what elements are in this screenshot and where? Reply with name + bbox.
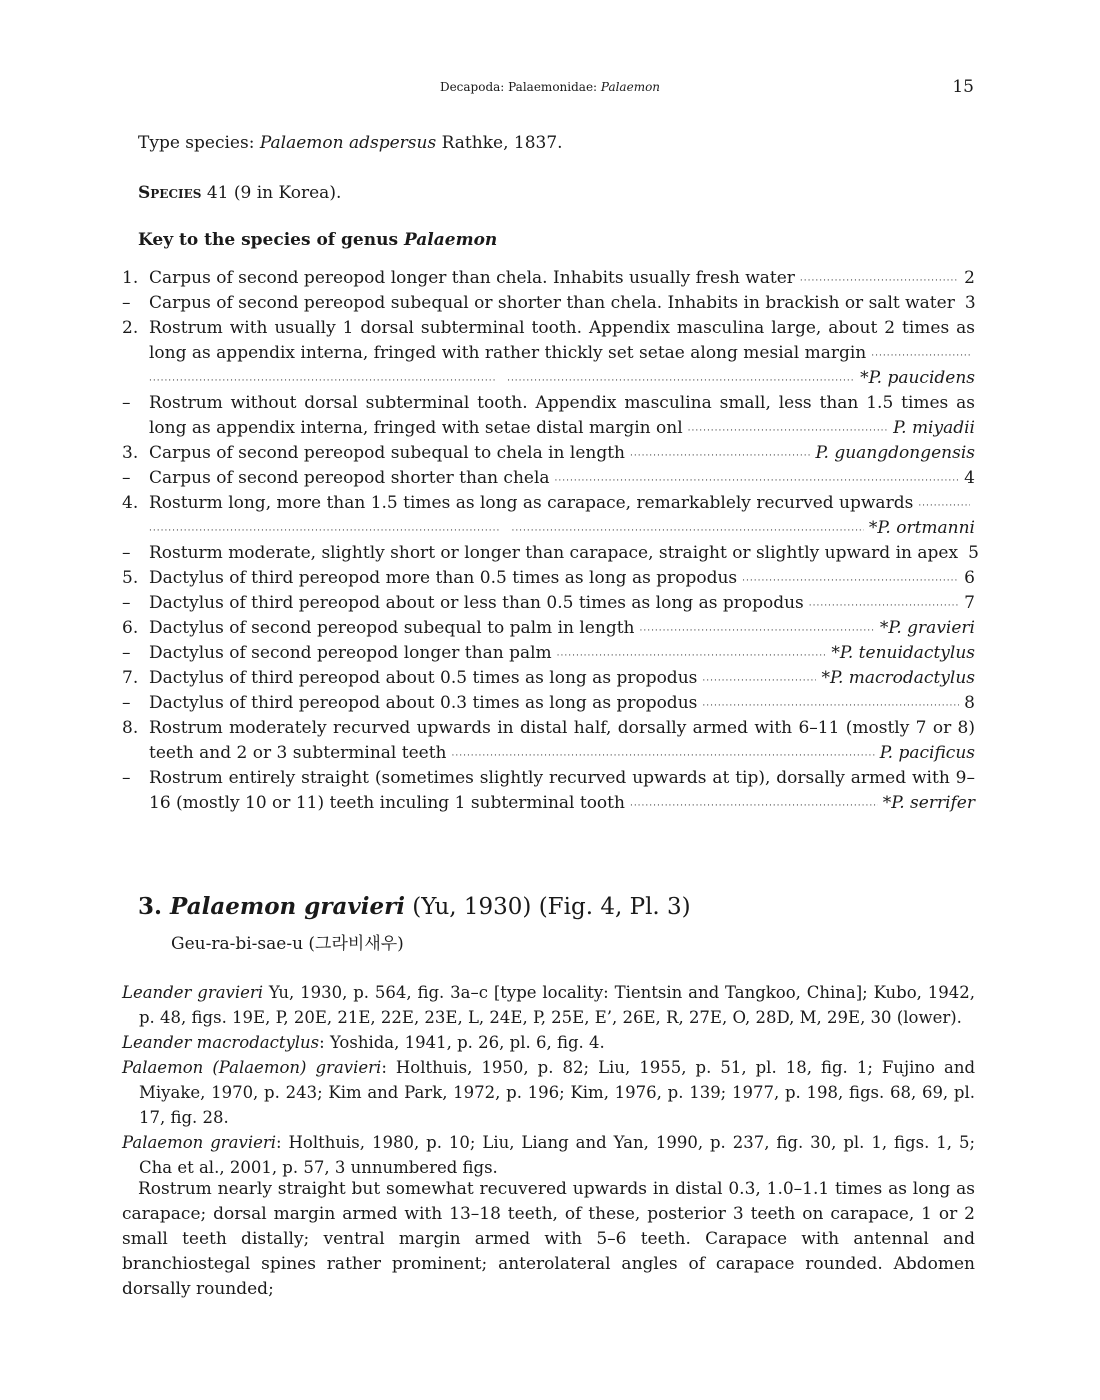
key-couplet-number: – [122, 693, 131, 713]
key-line [122, 666, 975, 691]
leader-dots [630, 794, 878, 819]
key-couplet-number: 5. [122, 568, 139, 588]
common-name: Geu-ra-bi-sae-u (그라비새우) [171, 934, 404, 954]
key-text: Rostrum without dorsal subterminal tooth. Appendix masculina small, less than 1.5 times as [149, 393, 975, 413]
key-couplet-number: – [122, 468, 131, 488]
key-result: 6 [964, 568, 975, 588]
identification-key [122, 266, 979, 816]
key-text: Carpus of second pereopod subequal or shorter than chela. Inhabits in brackish or salt water [149, 293, 955, 313]
key-title: Key to the species of genus Palaemon [138, 230, 498, 250]
key-couplet-number: 2. [122, 318, 139, 338]
key-line [122, 491, 975, 516]
key-couplet-number: 8. [122, 718, 139, 738]
key-text: teeth and 2 or 3 subterminal teeth [149, 743, 447, 763]
key-line [122, 366, 975, 391]
key-line [122, 791, 975, 816]
key-text: Rostrum moderately recurved upwards in distal half, dorsally armed with 6–11 (mostly 7 or 8) [149, 718, 975, 738]
key-line [122, 291, 975, 316]
key-line [122, 441, 975, 466]
key-text: Dactylus of second pereopod longer than palm [149, 643, 552, 663]
synonymy-list [122, 980, 975, 1180]
key-line [122, 616, 975, 641]
key-result: 2 [964, 268, 975, 288]
key-line [122, 766, 975, 791]
key-line [122, 316, 975, 341]
synonym-citation: : Holthuis, 1950, p. 82; Liu, 1955, p. 51, pl. 18, fig. 1; Fujino and Miyake, 1970, p. 243; Kim and Park, 1972, p. 196; Kim, 1976, p. 139; 1977, p. 198, figs. 68, 69, pl. 17, fig. 28. [139, 1058, 976, 1127]
description-paragraph: Rostrum nearly straight but somewhat recuvered upwards in distal 0.3, 1.0–1.1 times as long as carapace; dorsal margin armed with 13–18 teeth, of these, posterior 3 teeth on carapace, 1 or 2 small teeth distally; ventral margin armed with 5–6 teeth. Carapace with antennal and branchiostegal spines rather prominent; anterolateral angles of carapace rounded. Abdomen dorsally rounded; [122, 1179, 975, 1299]
key-couplet-number: 1. [122, 268, 139, 288]
key-result: *P. tenuidactylus [831, 643, 975, 663]
key-couplet-number: – [122, 293, 131, 313]
key-result: *P. ortmanni [868, 518, 975, 538]
synonym-name: Leander macrodactylus [122, 1033, 320, 1052]
key-text: Rostrum entirely straight (sometimes slightly recurved upwards at tip), dorsally armed with 9– [149, 768, 975, 788]
key-couplet-number: – [122, 593, 131, 613]
synonymy-entry [122, 1055, 975, 1130]
key-text: Carpus of second pereopod longer than chela. Inhabits usually fresh water [149, 268, 795, 288]
key-text: Dactylus of second pereopod subequal to palm in length [149, 618, 635, 638]
key-result: *P. gravieri [879, 618, 975, 638]
key-text: Rosturm moderate, slightly short or longer than carapace, straight or slightly upward in apex [149, 543, 959, 563]
key-line [122, 266, 975, 291]
key-result: P. pacificus [879, 743, 975, 763]
key-result: 5 [968, 543, 979, 563]
running-head: Decapoda: Palaemonidae: Palaemon [439, 80, 661, 94]
synonymy-entry [122, 1130, 975, 1180]
key-text: Dactylus of third pereopod about or less than 0.5 times as long as propodus [149, 593, 804, 613]
species-label: Species [138, 183, 202, 203]
key-result: P. miyadii [893, 418, 975, 438]
key-couplet-number: 3. [122, 443, 139, 463]
key-text: Dactylus of third pereopod about 0.3 times as long as propodus [149, 693, 698, 713]
key-line [122, 541, 979, 566]
key-result: 8 [964, 693, 975, 713]
synonymy-entry [122, 1030, 975, 1055]
species-heading-name: Palaemon gravieri [170, 893, 405, 920]
key-couplet-number: 6. [122, 618, 139, 638]
key-line [122, 391, 975, 416]
key-text: Carpus of second pereopod shorter than chela [149, 468, 550, 488]
page-header [0, 77, 1100, 97]
key-text: Dactylus of third pereopod more than 0.5 times as long as propodus [149, 568, 738, 588]
synonym-citation: : Holthuis, 1980, p. 10; Liu, Liang and Yan, 1990, p. 237, fig. 30, pl. 1, figs. 1, 5; Cha et al., 2001, p. 57, 3 unnumbered figs. [139, 1133, 976, 1177]
key-line [122, 341, 975, 366]
key-result: P. guangdongensis [815, 443, 975, 463]
key-couplet-number: – [122, 393, 131, 413]
key-line [122, 416, 975, 441]
key-line [122, 716, 975, 741]
key-line [122, 466, 975, 491]
key-title-genus: Palaemon [403, 230, 498, 250]
key-line [122, 691, 975, 716]
page-number: 15 [952, 77, 974, 97]
key-result: 4 [964, 468, 975, 488]
synonym-name: Leander gravieri [122, 983, 264, 1002]
type-species-name: Palaemon adspersus [259, 133, 437, 153]
key-couplet-number: – [122, 543, 131, 563]
key-text: Carpus of second pereopod subequal to chela in length [149, 443, 625, 463]
key-text: long as appendix interna, fringed with setae distal margin onl [149, 418, 683, 438]
key-text: 16 (mostly 10 or 11) teeth inculing 1 subterminal tooth [149, 793, 625, 813]
key-result: *P. macrodactylus [821, 668, 975, 688]
running-head-genus: Palaemon [600, 80, 661, 94]
key-line [122, 566, 975, 591]
key-text: Rosturm long, more than 1.5 times as long as carapace, remarkablely recurved upwards [149, 493, 914, 513]
species-count: Species 41 (9 in Korea). [138, 183, 342, 203]
key-line [122, 591, 975, 616]
key-text: Rostrum with usually 1 dorsal subterminal tooth. Appendix masculina large, about 2 times as [149, 318, 975, 338]
synonym-citation: : Yoshida, 1941, p. 26, pl. 6, fig. 4. [319, 1033, 605, 1052]
type-species: Type species: Palaemon adspersus Rathke, 1837. [138, 133, 563, 153]
synonym-name: Palaemon (Palaemon) gravieri [122, 1058, 382, 1077]
key-result: *P. serrifer [882, 793, 975, 813]
key-result: 3 [964, 293, 976, 313]
key-couplet-number: – [122, 643, 131, 663]
key-couplet-number: – [122, 768, 131, 788]
key-line [122, 516, 975, 541]
synonymy-entry [122, 980, 975, 1030]
key-line [122, 641, 975, 666]
key-couplet-number: 4. [122, 493, 139, 513]
key-text: long as appendix interna, fringed with rather thickly set setae along mesial margin [149, 343, 867, 363]
key-line [122, 741, 975, 766]
species-heading: 3. Palaemon gravieri (Yu, 1930) (Fig. 4, Pl. 3) [138, 893, 691, 920]
key-couplet-number: 7. [122, 668, 139, 688]
synonym-citation: Yu, 1930, p. 564, fig. 3a–c [type locality: Tientsin and Tangkoo, China]; Kubo, 1942, p. 48, figs. 19E, P, 20E, 21E, 22E, 23E, L, 24E, P, 25E, E’, 26E, R, 27E, O, 28D, M, 29E, 30 (lower). [139, 983, 975, 1027]
key-result: 7 [964, 593, 975, 613]
synonym-name: Palaemon gravieri [122, 1133, 277, 1152]
key-result: *P. paucidens [860, 368, 975, 388]
key-text: Dactylus of third pereopod about 0.5 times as long as propodus [149, 668, 698, 688]
